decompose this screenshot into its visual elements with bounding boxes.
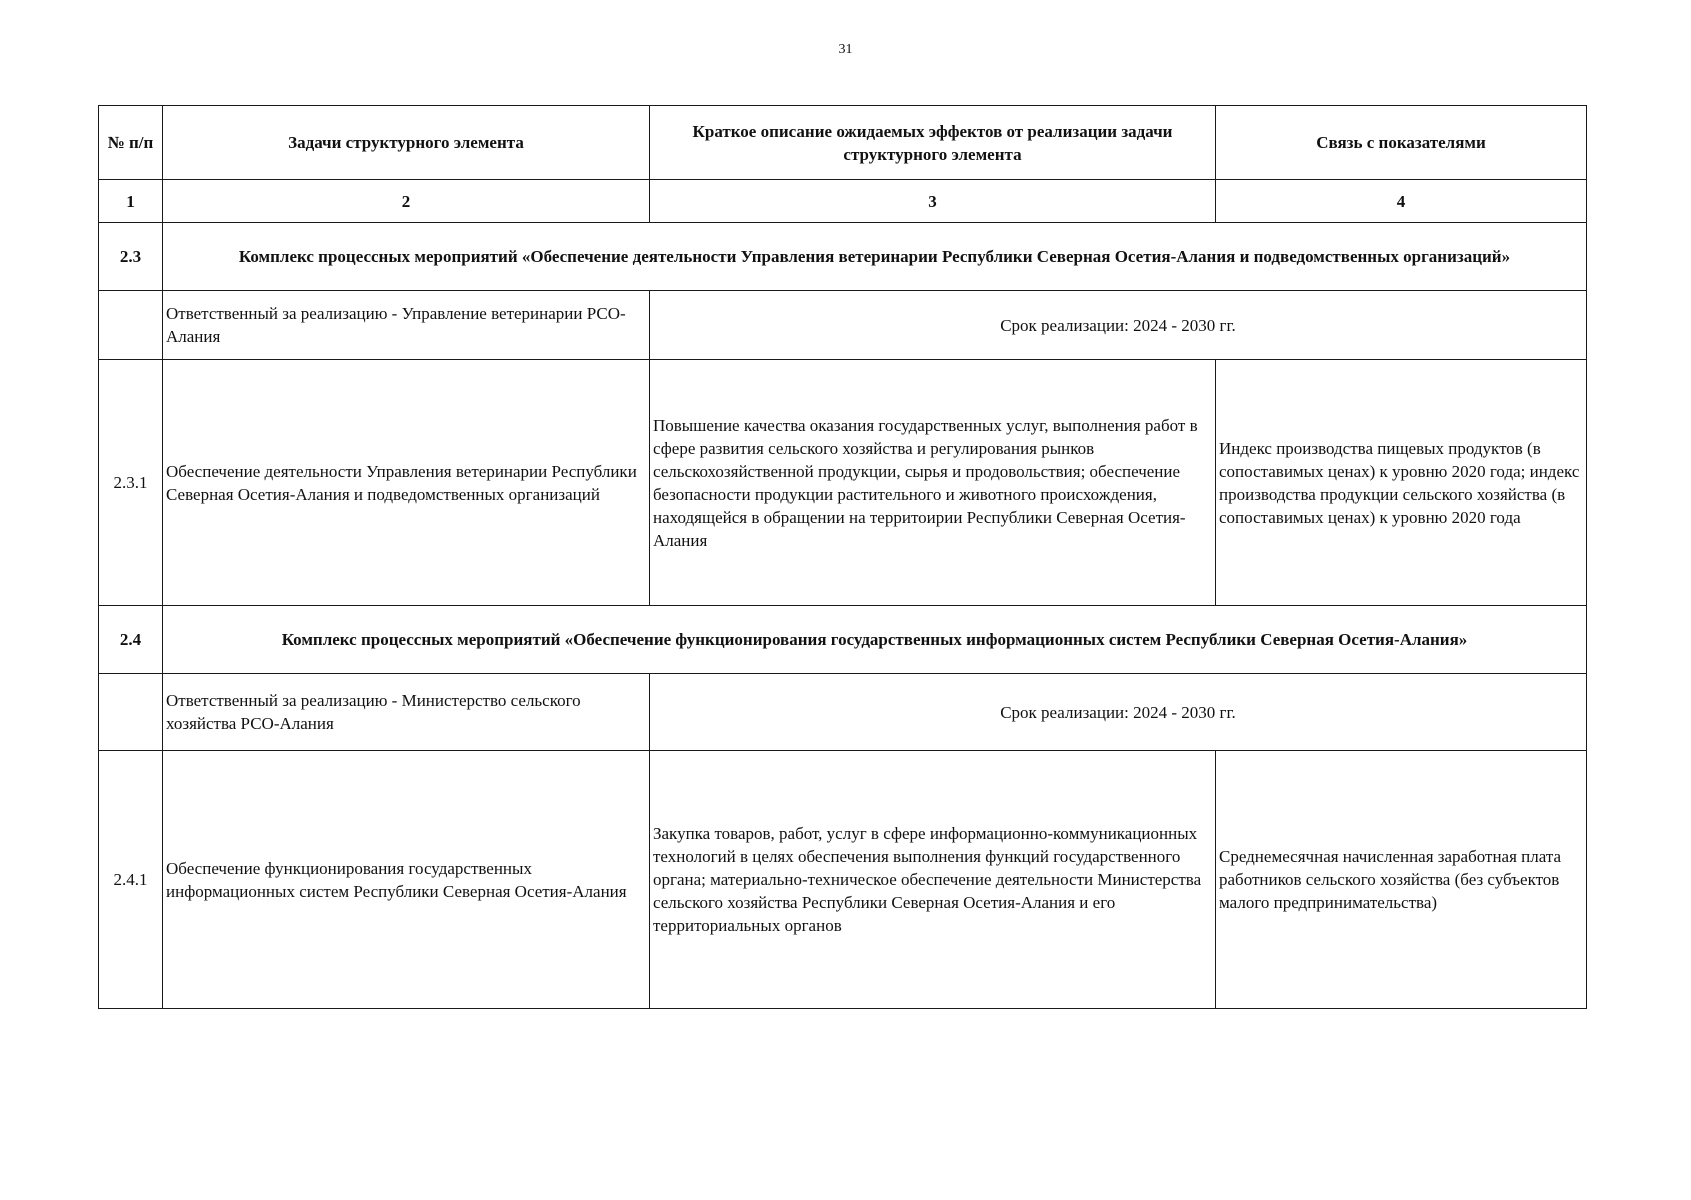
section-row bbox=[99, 223, 1587, 291]
responsible-text: Ответственный за реализацию - Министерство сельского хозяйства РСО-Алания bbox=[163, 674, 650, 751]
section-number: 2.4 bbox=[99, 606, 163, 674]
task-name: Обеспечение деятельности Управления ветеринарии Республики Северная Осетия-Алания и подведомственных организаций bbox=[163, 360, 650, 606]
task-effects: Закупка товаров, работ, услуг в сфере информационно-коммуникационных технологий в целях обеспечения выполнения функций государственного органа; материально-техническое обеспечение деятельности Министерства сельского хозяйства Республики Северная Осетия-Алания и его территориальных органов bbox=[650, 751, 1216, 1009]
section-title: Комплекс процессных мероприятий «Обеспечение деятельности Управления ветеринарии Республики Северная Осетия-Алания и подведомственных организаций» bbox=[163, 223, 1587, 291]
responsible-row bbox=[99, 674, 1587, 751]
column-index: 1 bbox=[99, 180, 163, 223]
task-row bbox=[99, 360, 1587, 606]
header-effects: Краткое описание ожидаемых эффектов от реализации задачи структурного элемента bbox=[650, 106, 1216, 180]
page-number: 31 bbox=[838, 42, 853, 57]
task-number: 2.4.1 bbox=[99, 751, 163, 1009]
task-indicators: Индекс производства пищевых продуктов (в сопоставимых ценах) к уровню 2020 года; индекс производства продукции сельского хозяйства (в сопоставимых ценах) к уровню 2020 года bbox=[1216, 360, 1587, 606]
header-tasks: Задачи структурного элемента bbox=[163, 106, 650, 180]
column-index-row bbox=[99, 180, 1587, 223]
header-row bbox=[99, 106, 1587, 180]
task-name: Обеспечение функционирования государственных информационных систем Республики Северная Осетия-Алания bbox=[163, 751, 650, 1009]
column-index: 4 bbox=[1216, 180, 1587, 223]
task-number: 2.3.1 bbox=[99, 360, 163, 606]
header-indicators: Связь с показателями bbox=[1216, 106, 1587, 180]
section-number: 2.3 bbox=[99, 223, 163, 291]
task-row bbox=[99, 751, 1587, 1009]
section-title: Комплекс процессных мероприятий «Обеспечение функционирования государственных информационных систем Республики Северная Осетия-Алания» bbox=[163, 606, 1587, 674]
term-text: Срок реализации: 2024 - 2030 гг. bbox=[650, 674, 1587, 751]
header-number: № п/п bbox=[99, 106, 163, 180]
term-text: Срок реализации: 2024 - 2030 гг. bbox=[650, 291, 1587, 360]
task-effects: Повышение качества оказания государственных услуг, выполнения работ в сфере развития сельского хозяйства и регулирования рынков сельскохозяйственной продукции, сырья и продовольствия; обеспечение безопасности продукции растительного и животного происхождения, находящейся в обращении на территоирии Республики Северная Осетия-Алания bbox=[650, 360, 1216, 606]
measures-table bbox=[98, 105, 1587, 1009]
empty-cell bbox=[99, 291, 163, 360]
empty-cell bbox=[99, 674, 163, 751]
column-index: 2 bbox=[163, 180, 650, 223]
column-index: 3 bbox=[650, 180, 1216, 223]
task-indicators: Среднемесячная начисленная заработная плата работников сельского хозяйства (без субъектов малого предпринимательства) bbox=[1216, 751, 1587, 1009]
section-row bbox=[99, 606, 1587, 674]
responsible-text: Ответственный за реализацию - Управление ветеринарии РСО-Алания bbox=[163, 291, 650, 360]
responsible-row bbox=[99, 291, 1587, 360]
